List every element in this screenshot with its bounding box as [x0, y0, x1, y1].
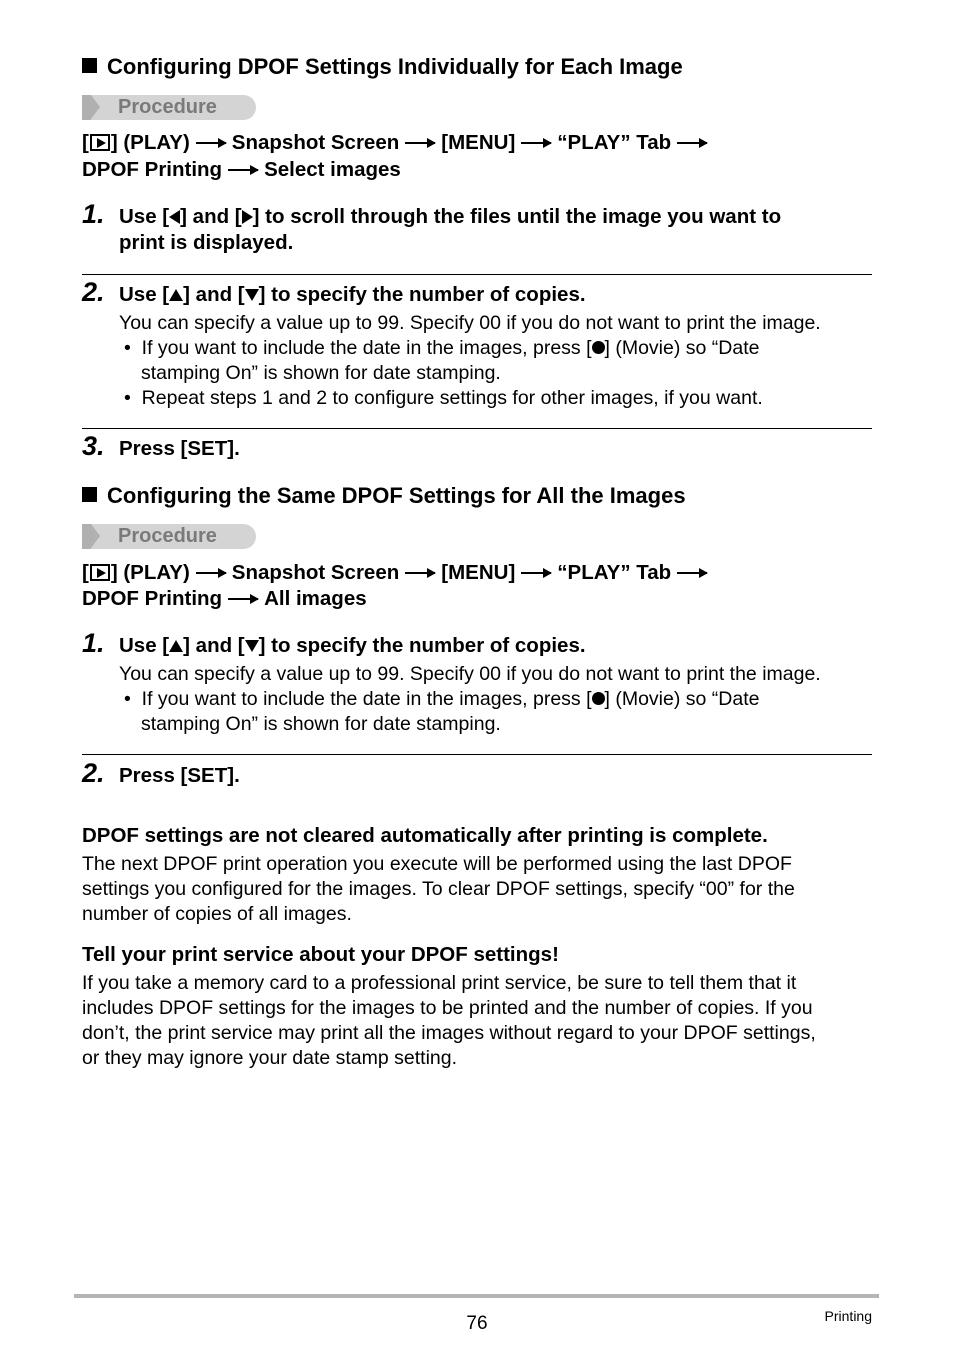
step-2-body: You can specify a value up to 99. Specify 00 if you do not want to print the image.	[119, 312, 821, 334]
footer-rule	[74, 1294, 879, 1298]
note-title: DPOF settings are not cleared automatically after printing is complete.	[82, 824, 768, 847]
bullet-item-cont: stamping On” is shown for date stamping.	[141, 713, 501, 735]
note-line: don’t, the print service may print all the images without regard to your DPOF settings,	[82, 1022, 816, 1044]
step-1-body: You can specify a value up to 99. Specify 00 if you do not want to print the image.	[119, 663, 821, 685]
square-bullet-icon	[82, 58, 97, 73]
bullet-item: • If you want to include the date in the images, press [ ] (Movie) so “Date	[124, 337, 760, 359]
procedure-marker-icon	[82, 95, 91, 120]
bullet-item: • Repeat steps 1 and 2 to configure settings for other images, if you want.	[124, 387, 763, 409]
play-icon	[90, 564, 110, 581]
note-line: If you take a memory card to a professional print service, be sure to tell them that it	[82, 972, 797, 994]
menu-path-line1: [ ] (PLAY) Snapshot Screen [MENU] “PLAY” Tab	[82, 129, 713, 156]
section-title-individual: Configuring DPOF Settings Individually for Each Image	[82, 54, 683, 80]
arrow-right-icon	[196, 572, 226, 574]
up-button-icon	[169, 289, 183, 301]
step-2-heading: Use [ ] and [ ] to specify the number of copies.	[119, 283, 586, 306]
menu-path-line1: [ ] (PLAY) Snapshot Screen [MENU] “PLAY” Tab	[82, 559, 713, 586]
note-line: or they may ignore your date stamp setting.	[82, 1047, 458, 1069]
movie-button-icon	[592, 692, 605, 705]
note-line: includes DPOF settings for the images to be printed and the number of copies. If you	[82, 997, 813, 1019]
menu-path-line2: DPOF Printing All images	[82, 587, 367, 610]
divider	[82, 274, 872, 275]
play-icon	[90, 134, 110, 151]
footer-section-label: Printing	[824, 1308, 872, 1324]
step-number: 1.	[82, 199, 105, 229]
bullet-item: • If you want to include the date in the images, press [ ] (Movie) so “Date	[124, 688, 760, 710]
step-number: 1.	[82, 628, 105, 658]
arrow-right-icon	[196, 142, 226, 144]
procedure-label: Procedure	[82, 524, 256, 549]
note-line: settings you configured for the images. To clear DPOF settings, specify “00” for the	[82, 878, 795, 900]
left-button-icon	[169, 210, 180, 224]
note-line: The next DPOF print operation you execute will be performed using the last DPOF	[82, 853, 792, 875]
step-number: 2.	[82, 277, 105, 307]
note-title: Tell your print service about your DPOF settings!	[82, 943, 559, 966]
movie-button-icon	[592, 341, 605, 354]
arrow-right-icon	[521, 572, 551, 574]
arrow-right-icon	[228, 169, 258, 171]
arrow-right-icon	[405, 142, 435, 144]
step-2-heading: Press [SET].	[119, 764, 240, 787]
step-number: 2.	[82, 758, 105, 788]
divider	[82, 428, 872, 429]
bullet-item-cont: stamping On” is shown for date stamping.	[141, 362, 501, 384]
section-title-all: Configuring the Same DPOF Settings for All the Images	[82, 483, 686, 509]
divider	[82, 754, 872, 755]
arrow-right-icon	[677, 572, 707, 574]
step-3-heading: Press [SET].	[119, 437, 240, 460]
step-number: 3.	[82, 431, 105, 461]
step-1-text-cont: print is displayed.	[119, 231, 294, 254]
page-number: 76	[466, 1313, 488, 1334]
right-button-icon	[242, 210, 253, 224]
down-button-icon	[245, 640, 259, 652]
square-bullet-icon	[82, 487, 97, 502]
note-line: number of copies of all images.	[82, 903, 352, 925]
arrow-right-icon	[521, 142, 551, 144]
procedure-label: Procedure	[82, 95, 256, 120]
down-button-icon	[245, 289, 259, 301]
step-1-heading: Use [ ] and [ ] to specify the number of copies.	[119, 634, 586, 657]
arrow-right-icon	[677, 142, 707, 144]
menu-path-line2: DPOF Printing Select images	[82, 158, 401, 181]
up-button-icon	[169, 640, 183, 652]
step-1-text: Use [ ] and [ ] to scroll through the files until the image you want to	[119, 205, 782, 228]
arrow-right-icon	[228, 598, 258, 600]
procedure-marker-icon	[82, 524, 91, 549]
arrow-right-icon	[405, 572, 435, 574]
